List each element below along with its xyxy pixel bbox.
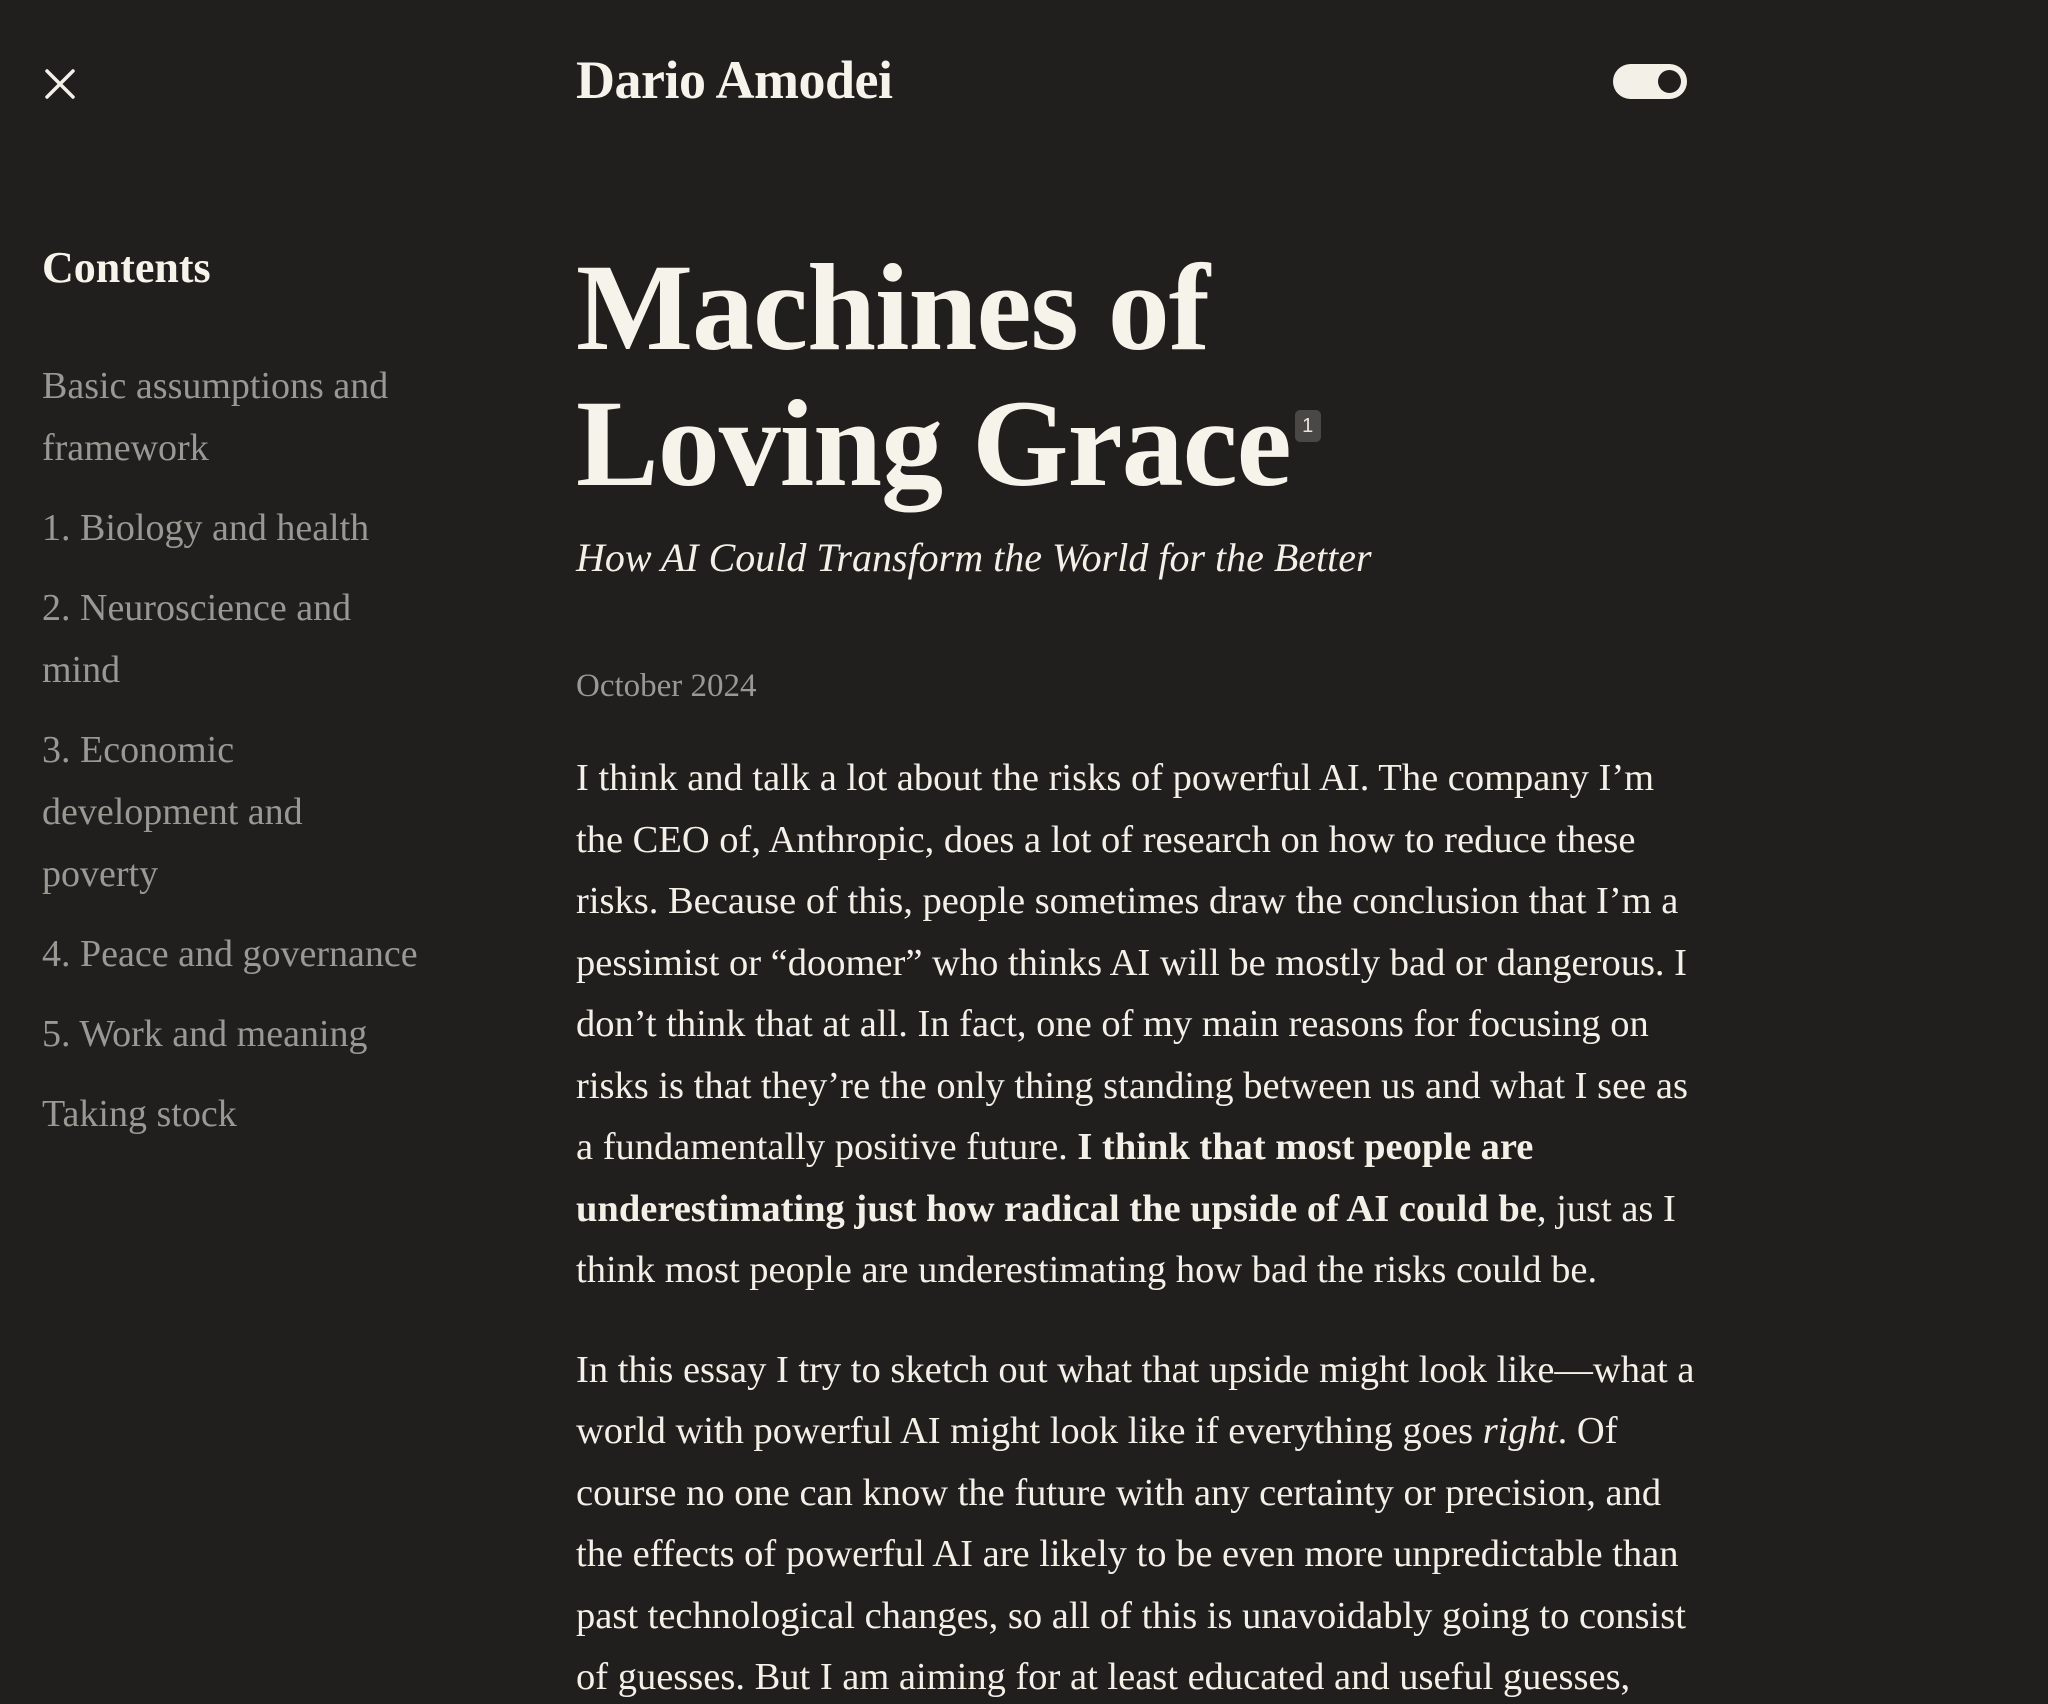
title-line-2-wrap — [576, 376, 1696, 512]
toc-item-basic-assumptions[interactable]: Basic assumptions and framework — [42, 365, 389, 469]
author-name: Dario Amodei — [576, 50, 893, 110]
paragraph-1-bold: I think that most people are underestimating just how radical the upside of AI could be — [576, 1126, 1537, 1230]
close-button[interactable] — [38, 62, 82, 106]
title-line-1: Machines of — [576, 239, 1210, 376]
toc-item-economic-development[interactable]: 3. Economic development and poverty — [42, 729, 303, 895]
close-icon — [38, 62, 82, 106]
toc-item-work-meaning[interactable]: 5. Work and meaning — [42, 1013, 368, 1055]
paragraph-2-text-c: . Of course no one can know the future with any certainty or precision, and the effects of powerful AI are likely to be even more unpredictable than past technological changes, so all of this is unavoidably going to consist of guesses. But I am aiming for at least educated and useful guesses, — [576, 1410, 1686, 1698]
article-title — [576, 240, 1696, 512]
table-of-contents — [42, 355, 422, 1163]
paragraph-2 — [576, 1340, 1696, 1704]
theme-toggle[interactable] — [1613, 64, 1687, 99]
footnote-marker[interactable]: 1 — [1295, 410, 1321, 442]
paragraph-1-text-a: I think and talk a lot about the risks of powerful AI. The company I’m the CEO of, Anthropic, does a lot of research on how to reduce these risks. Because of this, people sometimes draw the conclusion that I’m a pessimist or “doomer” who thinks AI will be mostly bad or dangerous. I don’t think that at all. In fact, one of my main reasons for focusing on risks is that they’re the only thing standing between us and what I see as a fundamentally positive future. — [576, 757, 1688, 1168]
article — [576, 240, 1696, 1704]
toc-item-taking-stock[interactable]: Taking stock — [42, 1093, 237, 1135]
paragraph-2-text-a: In this essay I try to sketch out what that upside might look like—what a world with powerful AI might look like if everything goes — [576, 1348, 1695, 1452]
toggle-knob — [1658, 70, 1681, 93]
publish-date: October 2024 — [576, 668, 757, 704]
paragraph-2-emphasis: right — [1482, 1410, 1558, 1452]
toc-item-neuroscience[interactable]: 2. Neuroscience and mind — [42, 587, 352, 691]
toc-item-biology[interactable]: 1. Biology and health — [42, 507, 370, 549]
toc-item-peace-governance[interactable]: 4. Peace and governance — [42, 933, 418, 975]
title-line-2: Loving Grace — [576, 375, 1291, 512]
paragraph-1 — [576, 748, 1696, 1302]
paragraph-1-text-c: , just as I think most people are underestimating how bad the risks could be. — [576, 1187, 1676, 1291]
toc-title: Contents — [42, 243, 211, 292]
article-subtitle: How AI Could Transform the World for the Better — [576, 535, 1372, 580]
